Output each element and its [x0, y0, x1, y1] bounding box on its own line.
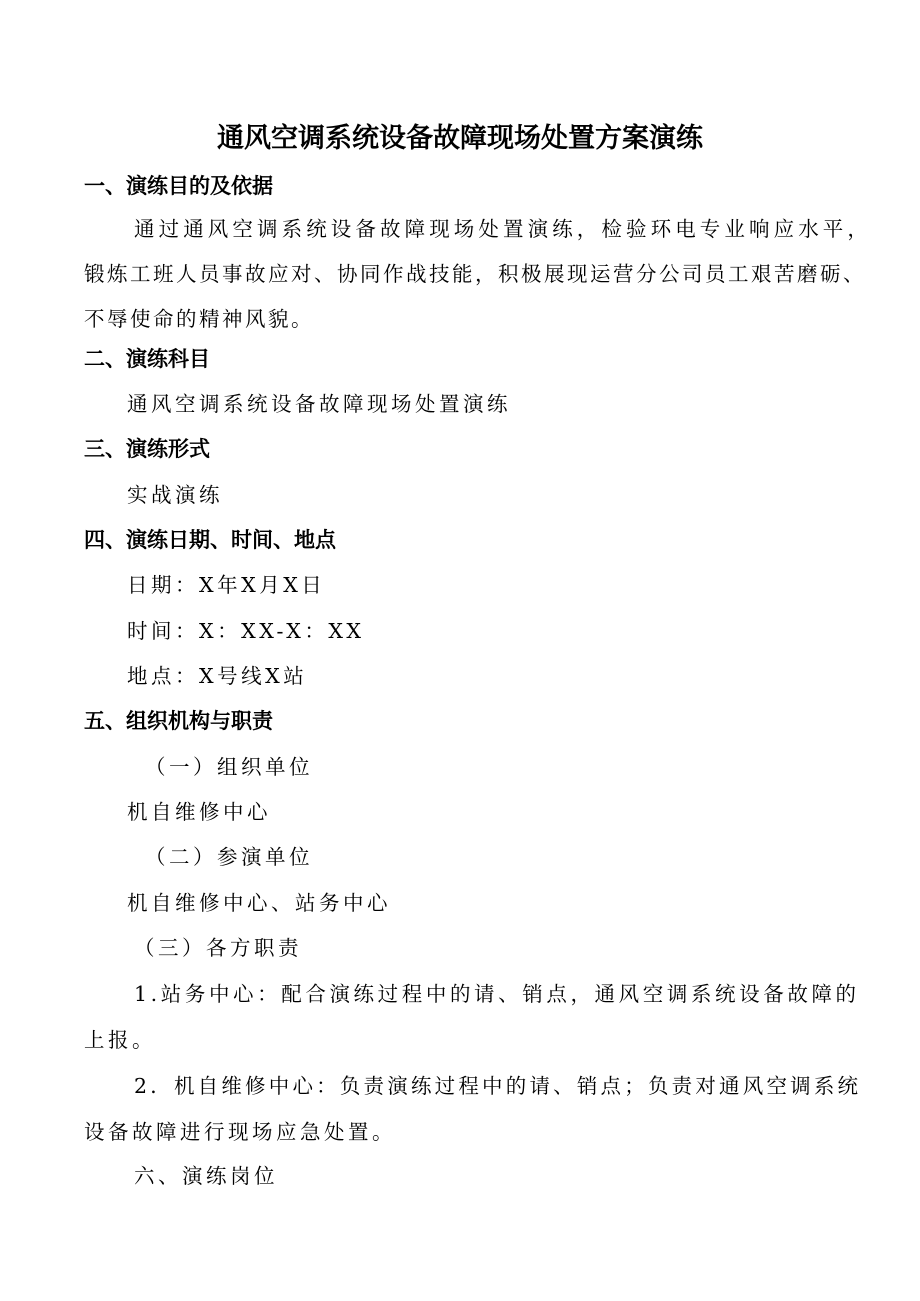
duty-2-line-1: 2．机自维修中心：负责演练过程中的请、销点；负责对通风空调系统 [134, 1074, 862, 1098]
participant-units: 机自维修中心、站务中心 [127, 891, 391, 915]
duty-1-line-1: 1.站务中心：配合演练过程中的请、销点，通风空调系统设备故障的 [134, 982, 860, 1006]
duty-1-line-2: 上报。 [84, 1028, 156, 1052]
section-1-paragraph-line-2: 锻炼工班人员事故应对、协同作战技能，积极展现运营分公司员工艰苦磨砺、 [84, 262, 866, 286]
section-3-text: 实战演练 [127, 483, 223, 507]
duty-2-line-2: 设备故障进行现场应急处置。 [84, 1120, 396, 1144]
section-4-heading: 四、演练日期、时间、地点 [84, 528, 336, 552]
section-1-heading: 一、演练目的及依据 [84, 174, 273, 198]
subsection-duties-heading: （三）各方职责 [134, 936, 302, 960]
drill-place: 地点：X号线X站 [127, 664, 308, 688]
section-1-paragraph-line-1: 通过通风空调系统设备故障现场处置演练，检验环电专业响应水平， [134, 217, 872, 241]
document-title: 通风空调系统设备故障现场处置方案演练 [217, 123, 703, 154]
section-3-heading: 三、演练形式 [84, 437, 210, 461]
drill-time: 时间：X：XX-X：XX [127, 619, 365, 643]
section-1-paragraph-line-3: 不辱使命的精神风貌。 [84, 307, 314, 331]
drill-date: 日期：X年X月X日 [127, 573, 326, 597]
section-6-heading: 六、演练岗位 [134, 1164, 278, 1188]
section-5-heading: 五、组织机构与职责 [84, 709, 273, 733]
subsection-participants-heading: （二）参演单位 [145, 845, 313, 869]
section-2-heading: 二、演练科目 [84, 347, 210, 371]
subsection-organizer-heading: （一）组织单位 [145, 755, 313, 779]
organizer-unit: 机自维修中心 [127, 800, 271, 824]
section-2-text: 通风空调系统设备故障现场处置演练 [127, 392, 511, 416]
